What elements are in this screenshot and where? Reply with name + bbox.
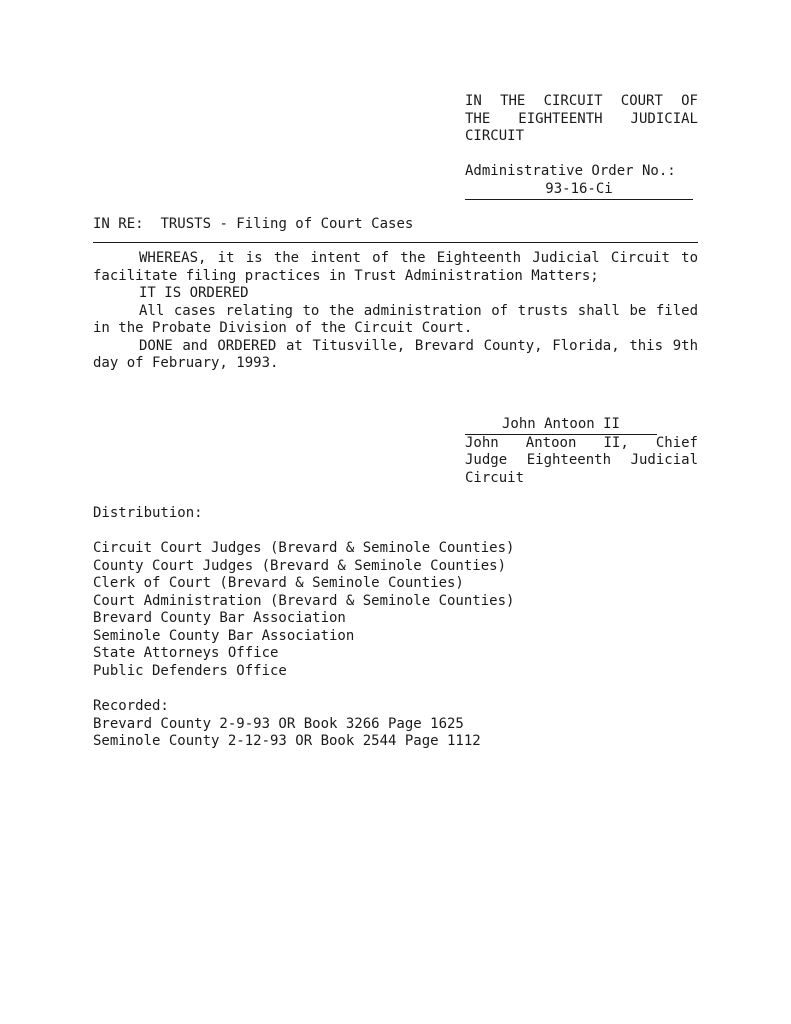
court-line-3: CIRCUIT [465,128,525,144]
distribution-list [93,540,514,680]
signature-title-1: John Antoon II, Chief [465,434,698,451]
distribution-item: Circuit Court Judges (Brevard & Seminole Counties) [93,540,515,556]
recorded-line: Brevard County 2-9-93 OR Book 3266 Page 1625 [93,715,464,732]
in-re-subject: TRUSTS - Filing of Court Cases [160,216,414,232]
distribution-item: Clerk of Court (Brevard & Seminole Counties) [93,575,464,591]
recorded-line: Seminole County 2-12-93 OR Book 2544 Page 1112 [93,733,481,749]
signature-block [465,416,698,487]
done-paragraph: DONE and ORDERED at Titusville, Brevard County, Florida, this 9th day of February, 1993. [93,337,698,371]
recorded-section [93,698,481,751]
distribution-item: Court Administration (Brevard & Seminole Counties) [93,592,515,609]
distribution-label: Distribution: [93,505,203,521]
signature-name: John Antoon II [465,416,657,435]
distribution-item: Seminole County Bar Association [93,627,355,644]
signature-title-2: Judge Eighteenth Judicial [465,452,698,468]
court-line-2: THE EIGHTEENTH JUDICIAL [465,110,698,127]
distribution-item: Public Defenders Office [93,662,287,679]
distribution-item: Brevard County Bar Association [93,610,346,626]
distribution-item: State Attorneys Office [93,645,279,661]
ruling-paragraph: All cases relating to the administration of trusts shall be filed in the Probate Division of the Circuit Court. [93,302,698,336]
ordered-heading: IT IS ORDERED [139,285,249,301]
court-line-1: IN THE CIRCUIT COURT OF [465,93,698,109]
divider-rule [93,242,698,243]
whereas-paragraph: WHEREAS, it is the intent of the Eighteenth Judicial Circuit to facilitate filing practices in Trust Administration Matters; [93,250,698,284]
order-number: 93-16-Ci [465,181,693,201]
court-caption [465,93,698,200]
signature-title-3: Circuit [465,469,525,486]
in-re-label: IN RE: [93,216,144,232]
recorded-label: Recorded: [93,698,169,714]
order-body [93,250,698,373]
order-label: Administrative Order No.: [465,163,676,179]
in-re-line [93,216,413,234]
distribution-item: County Court Judges (Brevard & Seminole Counties) [93,557,507,574]
